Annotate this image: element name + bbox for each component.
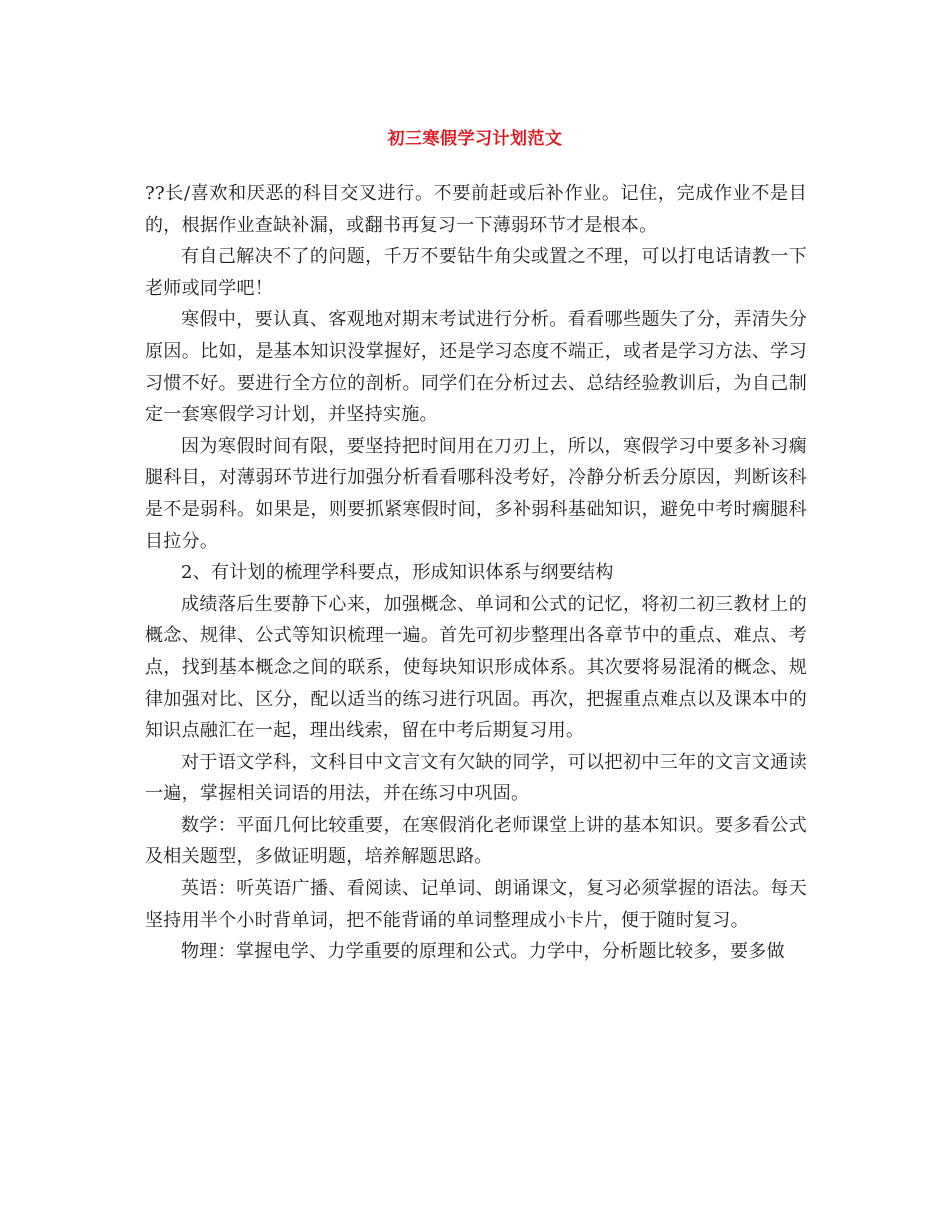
document-title: 初三寒假学习计划范文 [387,129,563,149]
paragraph: 成绩落后生要静下心来，加强概念、单词和公式的记忆，将初二初三教材上的概念、规律、公式等知识梳理一遍。首先可初步整理出各章节中的重点、难点、考 点，找到基本概念之间的联系，使每块知识形成体系。其次要将易混淆的概念、规律加强对比、区分，配以适当的练习进行巩固。再次，把握重点难点以及课本中的 知识点融汇在一起，理出线索，留在中考后期复习用。 [145,593,807,742]
section-heading: 2、有计划的梳理学科要点，形成知识体系与纲要结构 [181,562,614,584]
paragraph: 数学：平面几何比较重要，在寒假消化老师课堂上讲的基本知识。要多看公式及相关题型，多做证明题，培养解题思路。 [145,814,807,868]
paragraph: 寒假中，要认真、客观地对期末考试进行分析。看看哪些题失了分，弄清失分原因。比如，是基本知识没掌握好，还是学习态度不端正，或者是学习方法、学习习惯不好。要进行全方位的剖析。同学们在分析过去、总结经验教训后，为自己制定一套寒假学习计划，并坚持实施。 [145,309,807,426]
paragraph: 因为寒假时间有限，要坚持把时间用在刀刃上，所以，寒假学习中要多补习瘸腿科目，对薄弱环节进行加强分析看看哪科没考好，冷静分析丢分原因，判断该科是不是弱科。如果是，则要抓紧寒假时间，多补弱科基础知识，避免中考时瘸腿科目拉分。 [145,435,807,552]
document-body [145,178,807,968]
paragraph: 英语：听英语广播、看阅读、记单词、朗诵课文，复习必须掌握的语法。每天坚持用半个小时背单词，把不能背诵的单词整理成小卡片，便于随时复习。 [145,878,807,931]
paragraph: 物理：掌握电学、力学重要的原理和公式。力学中，分析题比较多，要多做 [181,941,785,963]
paragraph: 对于语文学科，文科目中文言文有欠缺的同学，可以把初中三年的文言文通读一遍，掌握相关词语的用法，并在练习中巩固。 [145,751,807,805]
paragraph: 有自己解决不了的问题，千万不要钻牛角尖或置之不理，可以打电话请教一下老师或同学吧！ [145,246,807,299]
paragraph: ??长/喜欢和厌恶的科目交叉进行。不要前赶或后补作业。记住，完成作业不是目的，根据作业查缺补漏，或翻书再复习一下薄弱环节才是根本。 [145,183,807,236]
